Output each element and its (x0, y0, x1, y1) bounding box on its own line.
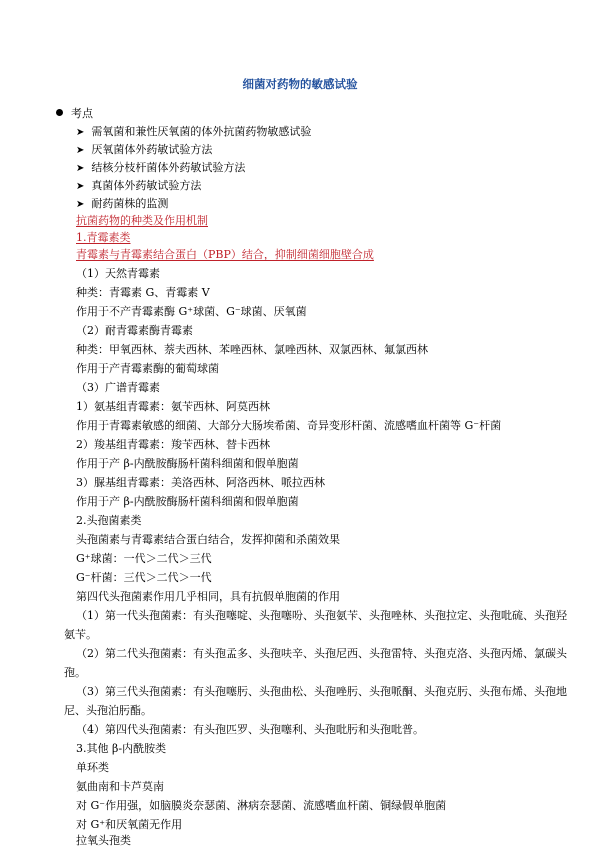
text-line: （1）天然青霉素 (76, 267, 160, 280)
red-heading: 抗菌药物的种类及作用机制 (76, 214, 208, 227)
arrow-bullet-icon: ➤ (76, 145, 85, 156)
text-line: 作用于产青霉素酶的葡萄球菌 (76, 362, 219, 375)
text-line: 3.其他 β-内酰胺类 (76, 742, 167, 755)
arrow-bullet-icon: ➤ (76, 181, 85, 192)
text-line: （3）广谱青霉素 (76, 381, 160, 394)
text-line: 2）羧基组青霉素：羧苄西林、替卡西林 (76, 438, 270, 451)
text-line: 拉氧头孢类 (76, 834, 131, 847)
bullet-dot-icon (56, 109, 63, 116)
list-item: ➤ 需氧菌和兼性厌氧菌的体外抗菌药物敏感试验 (76, 125, 312, 138)
section-label: 考点 (71, 107, 93, 120)
red-subheading: 1.青霉素类 (76, 231, 131, 244)
text-line: 孢。 (64, 666, 86, 679)
text-line: 种类：青霉素 G、青霉素 V (76, 286, 210, 299)
text-line: 作用于产 β-内酰胺酶肠杆菌科细菌和假单胞菌 (76, 495, 299, 508)
text-line: G⁺球菌：一代＞二代＞三代 (76, 552, 212, 565)
arrow-bullet-icon: ➤ (76, 127, 85, 138)
text-line: 作用于青霉素敏感的细菌、大部分大肠埃希菌、奇异变形杆菌、流感嗜血杆菌等 G⁻杆菌 (76, 419, 502, 432)
text-line: 2.头孢菌素类 (76, 514, 142, 527)
text-line: 单环类 (76, 761, 109, 774)
text-line: 尼、头孢泊肟酯。 (64, 704, 152, 717)
list-item: ➤ 耐药菌株的监测 (76, 197, 169, 210)
page-title: 细菌对药物的敏感试验 (242, 77, 358, 91)
text-line: 对 G⁺和厌氧菌无作用 (76, 818, 183, 831)
text-line: G⁻杆菌：三代＞二代＞一代 (76, 571, 212, 584)
text-line: 种类：甲氧西林、萘夫西林、苯唑西林、氯唑西林、双氯西林、氟氯西林 (76, 343, 428, 356)
text-line: 3）脲基组青霉素：美洛西林、阿洛西林、哌拉西林 (76, 476, 325, 489)
section-kaodian (56, 107, 93, 121)
list-item: ➤ 真菌体外药敏试验方法 (76, 179, 202, 192)
list-item: ➤ 结核分枝杆菌体外药敏试验方法 (76, 161, 246, 174)
text-line: （1）第一代头孢菌素：有头孢噻啶、头孢噻吩、头孢氨苄、头孢唑林、头孢拉定、头孢吡硫、头孢羟 (76, 609, 567, 622)
text-line: 第四代头孢菌素作用几乎相同，具有抗假单胞菌的作用 (76, 590, 340, 603)
text-line: 对 G⁻作用强，如脑膜炎奈瑟菌、淋病奈瑟菌、流感嗜血杆菌、铜绿假单胞菌 (76, 799, 447, 812)
arrow-bullet-icon: ➤ (76, 163, 85, 174)
text-line: 氨曲南和卡芦莫南 (76, 780, 164, 793)
text-line: （2）耐青霉素酶青霉素 (76, 324, 193, 337)
arrow-bullet-icon: ➤ (76, 199, 85, 210)
text-line: 作用于不产青霉素酶 G⁺球菌、G⁻球菌、厌氧菌 (76, 305, 307, 318)
red-mechanism: 青霉素与青霉素结合蛋白（PBP）结合，抑制细菌细胞壁合成 (76, 248, 374, 261)
text-line: （2）第二代头孢菌素：有头孢孟多、头孢呋辛、头孢尼西、头孢雷特、头孢克洛、头孢丙烯、氯碳头 (76, 647, 567, 660)
text-line: 1）氨基组青霉素：氨苄西林、阿莫西林 (76, 400, 270, 413)
text-line: 头孢菌素与青霉素结合蛋白结合，发挥抑菌和杀菌效果 (76, 533, 340, 546)
text-line: （4）第四代头孢菌素：有头孢匹罗、头孢噻利、头孢吡肟和头孢吡普。 (76, 723, 424, 736)
list-item: ➤ 厌氧菌体外药敏试验方法 (76, 143, 213, 156)
text-line: 作用于产 β-内酰胺酶肠杆菌科细菌和假单胞菌 (76, 457, 299, 470)
text-line: （3）第三代头孢菌素：有头孢噻肟、头孢曲松、头孢唑肟、头孢哌酮、头孢克肟、头孢布烯、头孢地 (76, 685, 567, 698)
text-line: 氨苄。 (64, 628, 97, 641)
